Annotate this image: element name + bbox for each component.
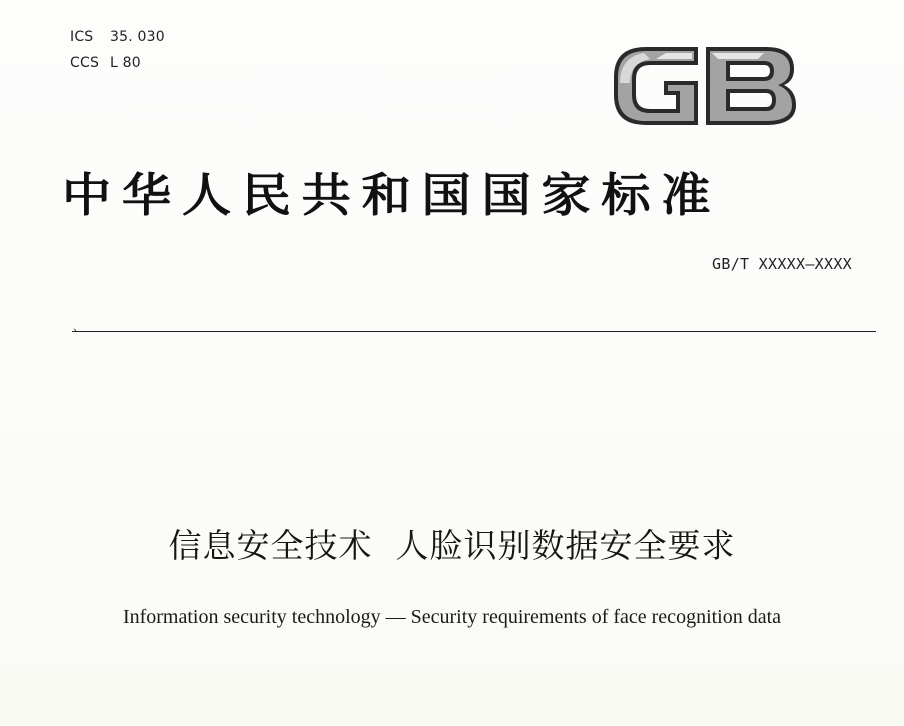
ccs-code: L 80 xyxy=(110,55,141,71)
gb-logo-icon xyxy=(606,33,802,141)
issuing-authority: 中华人民共和国国家标准 xyxy=(62,168,722,222)
gb-logo-letter-b xyxy=(706,47,796,125)
standard-title-chinese: 信息安全技术 人脸识别数据安全要求 xyxy=(168,526,736,565)
standard-title-english: Information security technology — Security requirements of face recognition data xyxy=(122,606,782,628)
ics-code: 35. 030 xyxy=(110,29,165,45)
ics-classification xyxy=(70,29,165,45)
gb-logo-letter-g xyxy=(614,47,698,125)
header-rule xyxy=(72,331,876,332)
ccs-classification xyxy=(70,55,141,71)
ccs-label: CCS xyxy=(70,55,100,71)
standard-number: GB/T XXXXX—XXXX xyxy=(712,255,852,273)
stray-mark: 、 xyxy=(73,320,84,333)
ics-label: ICS xyxy=(70,29,94,45)
